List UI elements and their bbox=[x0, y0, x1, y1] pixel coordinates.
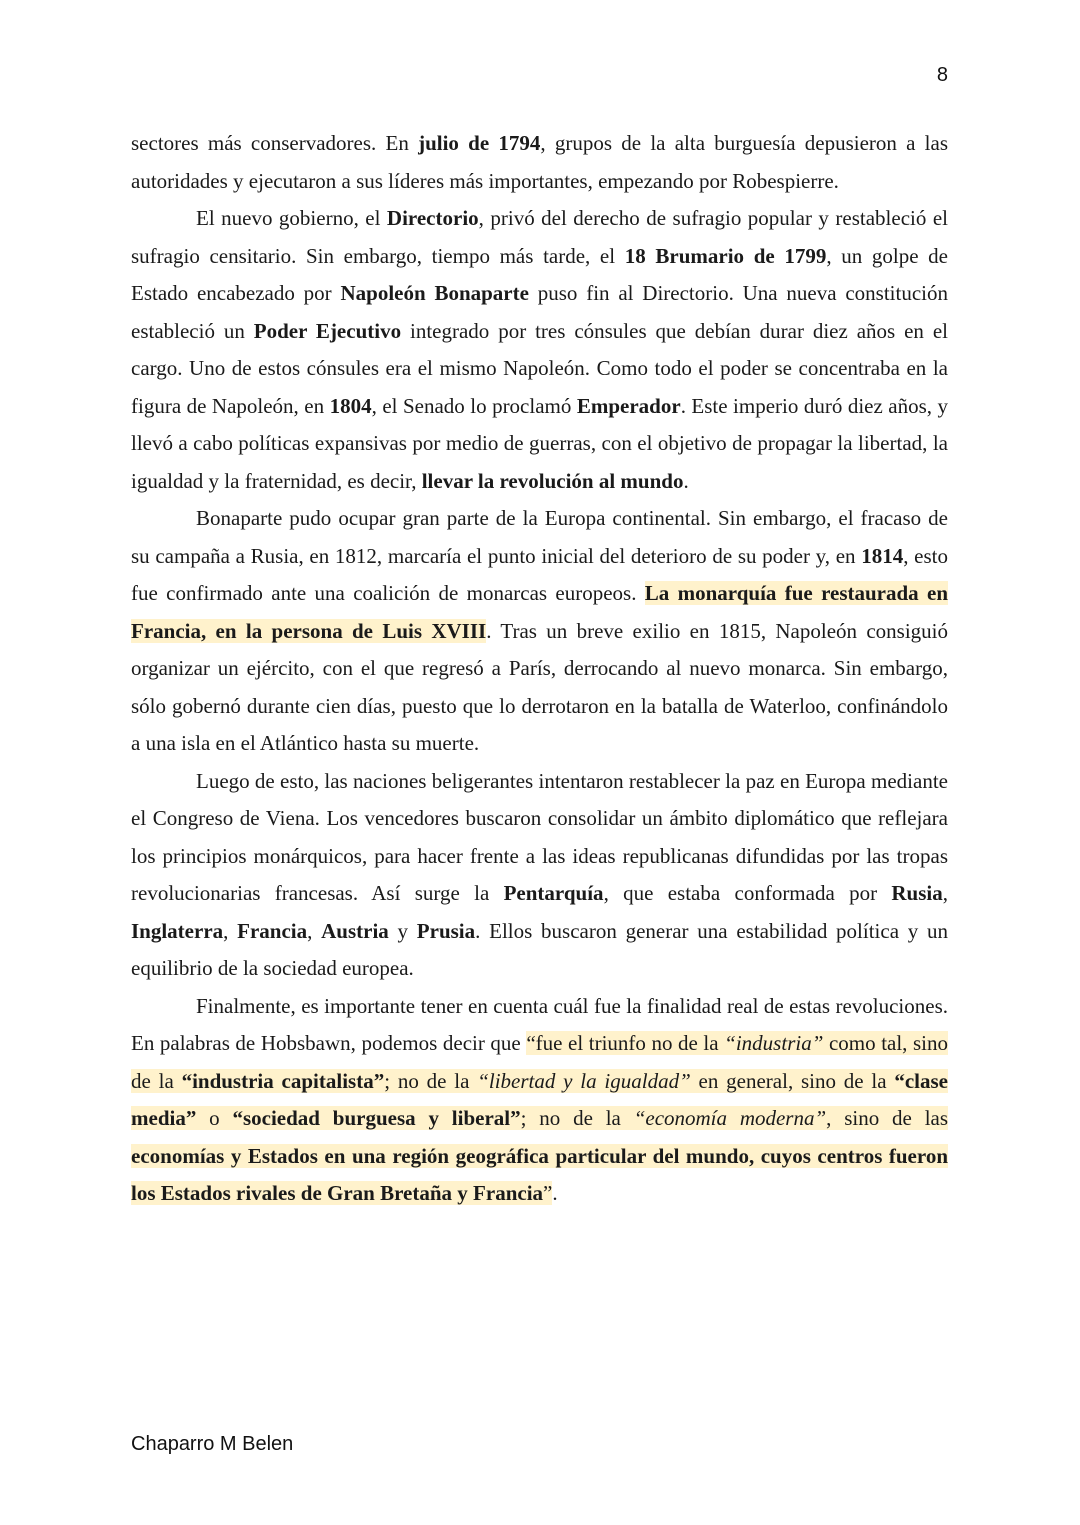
text-run: , grupos de la alta burguesía depusieron a las autoridades y ejecutaron a sus líderes más importantes, empezando por Robespierre. bbox=[131, 131, 949, 193]
bold-text: Directorio bbox=[386, 206, 479, 230]
text-run: , el Senado lo proclamó bbox=[371, 393, 577, 418]
paragraph bbox=[131, 763, 948, 988]
bold-text: Rusia bbox=[891, 881, 943, 905]
text-run: sectores más conservadores. En bbox=[131, 131, 419, 155]
highlighted-text: , sino de las bbox=[826, 1106, 949, 1130]
text-run: . bbox=[552, 1181, 558, 1205]
text-run: , privó del derecho de sufragio popular y restableció el sufragio censitario. Sin embargo, tiempo más tarde, el bbox=[131, 206, 948, 268]
bold-text: Inglaterra bbox=[131, 918, 224, 943]
paragraph bbox=[131, 988, 948, 1213]
bold-text: Pentarquía bbox=[503, 881, 604, 905]
text-run: Bonaparte pudo ocupar gran parte de la Europa continental. Sin embargo, el fracaso de su campaña a Rusia, en 1812, marcaría el punto inicial del deterioro de su poder y, en bbox=[131, 506, 948, 568]
text-run: El nuevo gobierno, el bbox=[196, 206, 387, 230]
bold-text: julio de 1794 bbox=[418, 131, 541, 155]
highlighted-text: ; no de la bbox=[384, 1068, 478, 1093]
paragraph bbox=[131, 500, 948, 763]
bold-text: Poder Ejecutivo bbox=[253, 318, 402, 343]
text-run: . Ellos buscaron generar una estabilidad política y un equilibrio de la sociedad europea. bbox=[131, 918, 949, 980]
bold-text: llevar la revolución al mundo bbox=[421, 468, 684, 493]
highlighted-text: “sociedad burguesa y liberal” bbox=[232, 1106, 521, 1130]
bold-text: Prusia bbox=[416, 918, 476, 943]
bold-text: Francia bbox=[237, 918, 308, 943]
text-run: integrado por tres cónsules que debían durar diez años en el cargo. Uno de estos cónsules era el mismo Napoleón. Como todo el poder se concentraba en la figura de Napoleón, en bbox=[131, 318, 948, 418]
highlighted-text: “industria capitalista” bbox=[181, 1068, 385, 1093]
body-text bbox=[131, 125, 948, 1213]
highlighted-text: en general, sino de la bbox=[690, 1068, 895, 1093]
highlighted-text: “economía moderna” bbox=[633, 1106, 827, 1130]
text-run: . Tras un breve exilio en 1815, Napoleón consiguió organizar un ejército, con el que regresó a París, derrocando al nuevo monarca. Sin embargo, sólo gobernó durante cien días, puesto que lo derrotaron en la batalla de Waterloo, confinándolo a una isla en el Atlántico hasta su muerte. bbox=[131, 618, 949, 755]
bold-text: Emperador bbox=[576, 393, 681, 418]
bold-text: 1814 bbox=[861, 543, 904, 568]
text-run: . bbox=[683, 468, 689, 493]
highlighted-text: como tal, sino de la bbox=[131, 1031, 949, 1093]
text-run: Finalmente, es importante tener en cuenta cuál fue la finalidad real de estas revoluciones. En palabras de Hobsbawn, podemos decir que bbox=[131, 993, 948, 1055]
page-number: 8 bbox=[936, 64, 948, 86]
paragraph bbox=[131, 200, 948, 500]
text-run: , que estaba conformada por bbox=[603, 881, 892, 905]
text-run: , bbox=[223, 918, 238, 943]
highlighted-text: economías y Estados en una región geográfica particular del mundo, cuyos centros fueron los Estados rivales de Gran Bretaña y Francia bbox=[131, 1143, 948, 1205]
text-run: . Este imperio duró diez años, y llevó a cabo políticas expansivas por medio de guerras, con el objetivo de propagar la libertad, la igualdad y la fraternidad, es decir, bbox=[131, 393, 948, 493]
text-run: , bbox=[307, 918, 322, 943]
text-run: , un golpe de Estado encabezado por bbox=[131, 243, 949, 305]
text-run: , bbox=[942, 881, 948, 905]
highlighted-text: “fue el triunfo no de la bbox=[526, 1031, 725, 1055]
bold-text: 18 Brumario de 1799 bbox=[624, 243, 827, 268]
paragraph bbox=[131, 125, 948, 200]
highlighted-text: ” bbox=[543, 1181, 553, 1205]
text-run: y bbox=[388, 918, 417, 943]
text-run: Luego de esto, las naciones beligerantes intentaron restablecer la paz en Europa mediante el Congreso de Viena. Los vencedores buscaron consolidar un ámbito diplomático que reflejara los principios monárquicos, para hacer frente a las ideas republicanas difundidas por las tropas revolucionarias francesas. Así surge la bbox=[131, 768, 948, 905]
footer-author: Chaparro M Belen bbox=[131, 1433, 294, 1455]
highlighted-text: La monarquía fue restaurada en Francia, en la persona de Luis XVIII bbox=[131, 581, 948, 643]
highlighted-text: “libertad y la igualdad” bbox=[477, 1068, 691, 1093]
highlighted-text: ; no de la bbox=[520, 1106, 634, 1130]
highlighted-text: o bbox=[196, 1106, 233, 1130]
highlighted-text: “industria” bbox=[724, 1031, 824, 1055]
bold-text: Austria bbox=[321, 918, 389, 943]
bold-text: 1804 bbox=[329, 393, 372, 418]
text-run: puso fin al Directorio. Una nueva constitución estableció un bbox=[131, 281, 949, 343]
highlighted-text: “clase media” bbox=[131, 1068, 949, 1130]
bold-text: Napoleón Bonaparte bbox=[340, 281, 529, 305]
text-run: , esto fue confirmado ante una coalición de monarcas europeos. bbox=[131, 543, 949, 605]
